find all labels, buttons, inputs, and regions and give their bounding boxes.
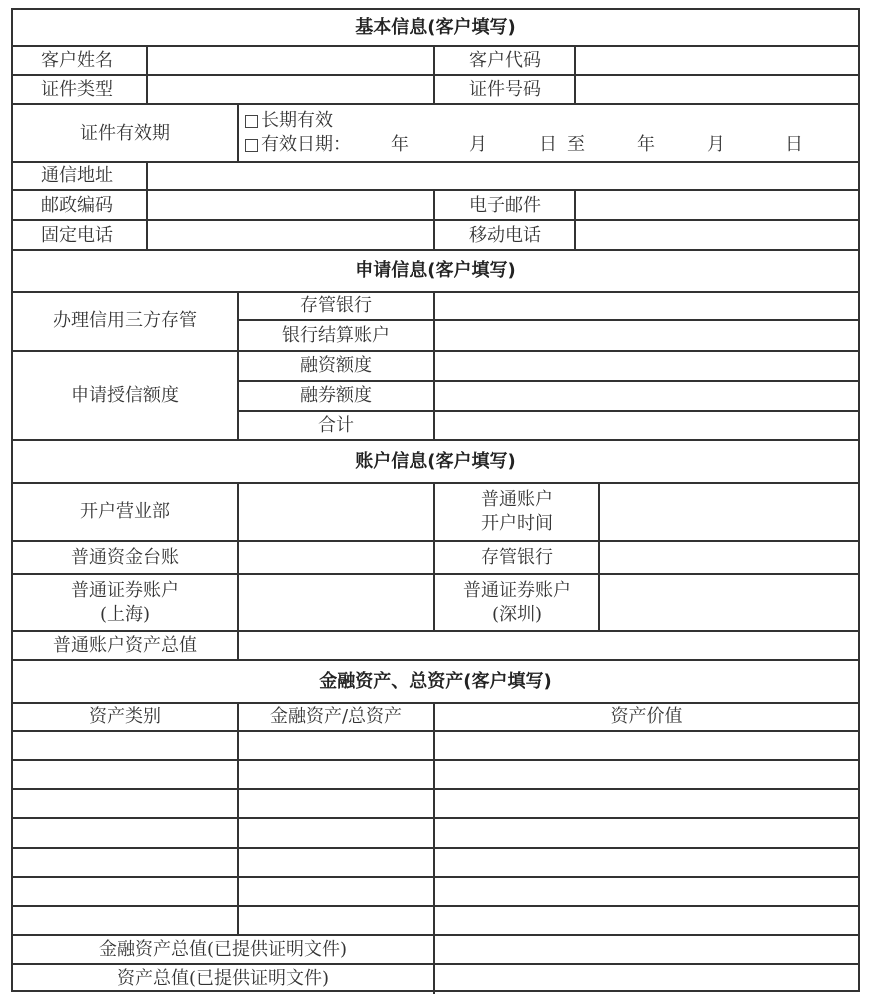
- label-custody-bank: 存管银行: [300, 295, 372, 316]
- label-sz-account-line2: (深圳): [491, 603, 543, 625]
- asset-value-input[interactable]: [436, 878, 857, 905]
- label-open-time-line2: 开户时间: [481, 513, 553, 534]
- label-sh-account-line2: (上海): [99, 603, 151, 625]
- col-header-asset-category: 资产类别: [89, 706, 161, 727]
- section-title-apply: 申请信息(客户填写): [355, 259, 516, 281]
- valid-date-label: 有效日期：: [261, 134, 351, 155]
- asset-category-input[interactable]: [16, 761, 236, 788]
- id-validity-options: [239, 105, 858, 162]
- asset-category-input[interactable]: [16, 819, 236, 846]
- label-sz-account: [435, 575, 599, 630]
- label-assets-total: 资产总值(已提供证明文件): [116, 967, 330, 989]
- label-sh-account-line1: 普通证券账户: [71, 579, 179, 601]
- valid-date-checkbox[interactable]: [245, 139, 258, 152]
- label-fund-account: 普通资金台账: [71, 546, 179, 568]
- sz-account-input[interactable]: [601, 575, 857, 630]
- asset-category-input[interactable]: [16, 907, 236, 934]
- label-id-validity: 证件有效期: [80, 122, 170, 144]
- credit-account-form: [11, 8, 860, 992]
- asset-ratio-input[interactable]: [240, 790, 432, 817]
- col-header-asset-value: 资产价值: [610, 706, 683, 727]
- postal-code-input[interactable]: [149, 191, 433, 220]
- financial-assets-total-input[interactable]: [436, 936, 857, 964]
- label-custody-group: 办理信用三方存管: [53, 310, 197, 331]
- label-id-type: 证件类型: [41, 79, 113, 100]
- asset-value-input[interactable]: [436, 732, 857, 759]
- email-input[interactable]: [577, 191, 857, 220]
- securities-limit-input[interactable]: [436, 382, 857, 410]
- label-open-time: [435, 484, 599, 540]
- assets-total-input[interactable]: [436, 965, 857, 992]
- start-day-unit: 日: [539, 134, 557, 155]
- label-normal-total-assets: 普通账户资产总值: [53, 634, 197, 656]
- end-year-unit: 年: [637, 134, 655, 155]
- normal-total-assets-input[interactable]: [240, 632, 857, 659]
- sh-account-input[interactable]: [240, 575, 433, 630]
- label-account-custody-bank: 存管银行: [481, 546, 553, 568]
- label-financial-assets-total: 金融资产总值(已提供证明文件): [98, 939, 348, 960]
- financing-limit-input[interactable]: [436, 352, 857, 380]
- label-mobile: 移动电话: [469, 224, 541, 246]
- settlement-account-input[interactable]: [436, 321, 857, 350]
- long-term-option[interactable]: [245, 109, 333, 133]
- label-sh-account: [13, 575, 237, 630]
- customer-name-input[interactable]: [149, 47, 433, 75]
- fund-account-input[interactable]: [240, 542, 433, 573]
- label-securities-limit: 融券额度: [300, 385, 372, 406]
- label-branch: 开户营业部: [80, 501, 170, 522]
- label-customer-code: 客户代码: [469, 50, 541, 71]
- label-postal-code: 邮政编码: [41, 194, 113, 216]
- id-number-input[interactable]: [577, 76, 857, 104]
- landline-input[interactable]: [149, 221, 433, 250]
- label-settlement-account: 银行结算账户: [282, 324, 390, 346]
- asset-ratio-input[interactable]: [240, 761, 432, 788]
- label-total-limit: 合计: [318, 415, 354, 436]
- asset-ratio-input[interactable]: [240, 819, 432, 846]
- id-type-input[interactable]: [149, 76, 433, 104]
- start-month-unit: 月: [469, 134, 487, 155]
- asset-value-input[interactable]: [436, 761, 857, 788]
- asset-category-input[interactable]: [16, 732, 236, 759]
- asset-value-input[interactable]: [436, 849, 857, 876]
- start-year-unit: 年: [391, 134, 409, 155]
- asset-value-input[interactable]: [436, 790, 857, 817]
- asset-ratio-input[interactable]: [240, 849, 432, 876]
- to-label: 至: [567, 134, 585, 155]
- asset-ratio-input[interactable]: [240, 732, 432, 759]
- branch-input[interactable]: [240, 484, 433, 540]
- long-term-label: 长期有效: [261, 110, 333, 131]
- label-sz-account-line1: 普通证券账户: [463, 579, 571, 601]
- label-customer-name: 客户姓名: [41, 50, 113, 71]
- asset-category-input[interactable]: [16, 878, 236, 905]
- customer-code-input[interactable]: [577, 47, 857, 75]
- section-title-basic: 基本信息(客户填写): [355, 17, 516, 38]
- valid-date-option[interactable]: [245, 133, 803, 157]
- label-address: 通信地址: [41, 165, 113, 186]
- custody-bank-input[interactable]: [436, 292, 857, 320]
- asset-category-input[interactable]: [16, 849, 236, 876]
- address-input[interactable]: [149, 162, 857, 190]
- section-title-assets: 金融资产、总资产(客户填写): [319, 670, 552, 692]
- end-month-unit: 月: [707, 134, 725, 155]
- label-open-time-line1: 普通账户: [481, 489, 553, 510]
- col-header-financial-total: 金融资产/总资产: [269, 706, 403, 727]
- end-day-unit: 日: [785, 134, 803, 155]
- account-custody-bank-input[interactable]: [601, 542, 857, 573]
- asset-value-input[interactable]: [436, 907, 857, 934]
- asset-ratio-input[interactable]: [240, 878, 432, 905]
- section-title-account: 账户信息(客户填写): [355, 451, 516, 472]
- label-landline: 固定电话: [41, 224, 113, 246]
- label-credit-group: 申请授信额度: [71, 385, 179, 406]
- asset-value-input[interactable]: [436, 819, 857, 846]
- label-id-number: 证件号码: [469, 79, 541, 100]
- open-time-input[interactable]: [601, 484, 857, 540]
- label-email: 电子邮件: [469, 194, 541, 216]
- label-financing-limit: 融资额度: [300, 355, 372, 376]
- asset-category-input[interactable]: [16, 790, 236, 817]
- long-term-checkbox[interactable]: [245, 115, 258, 128]
- mobile-input[interactable]: [577, 221, 857, 250]
- asset-ratio-input[interactable]: [240, 907, 432, 934]
- total-limit-input[interactable]: [436, 412, 857, 440]
